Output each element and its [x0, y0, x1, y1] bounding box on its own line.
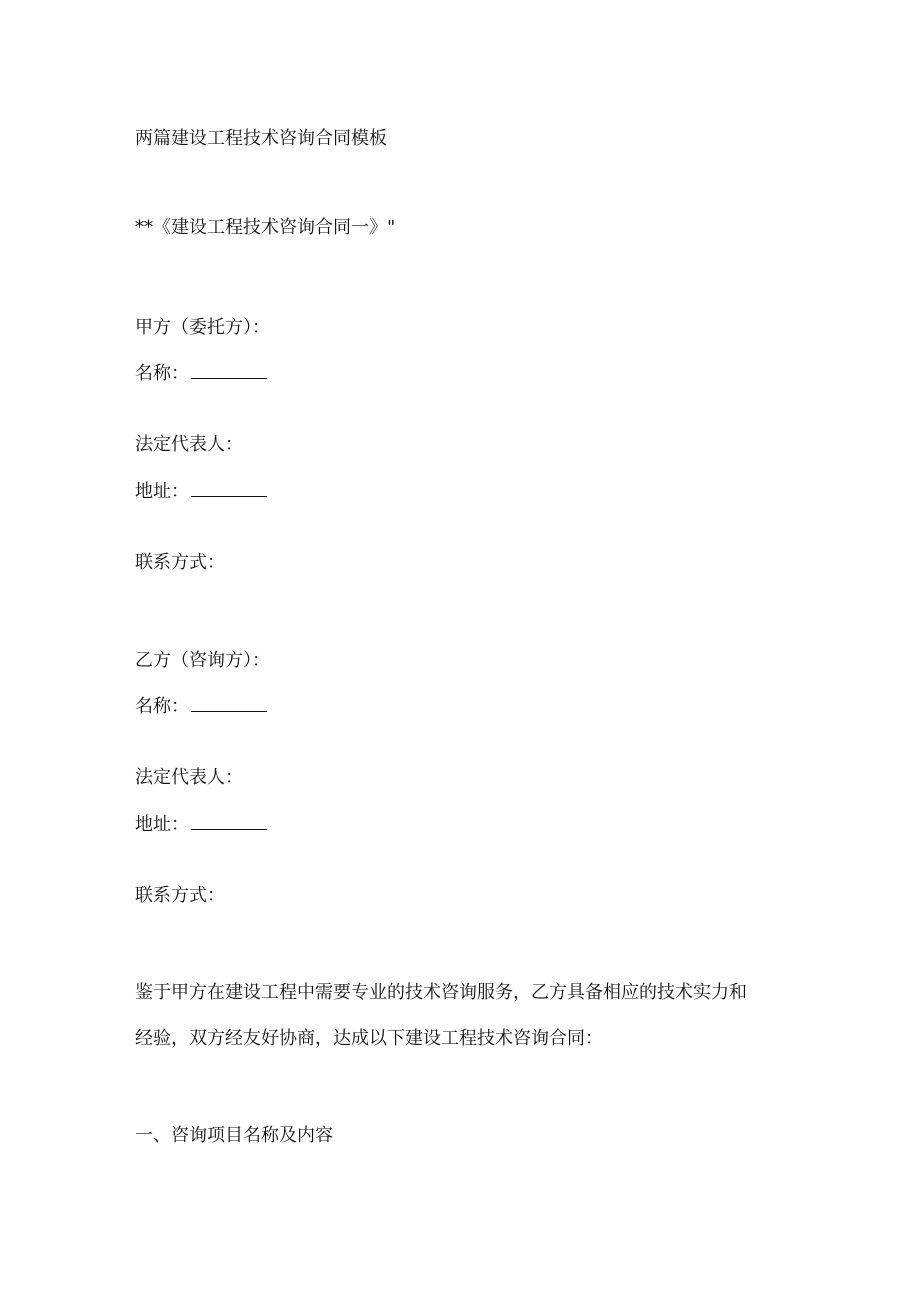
party-b-contact-label: 联系方式： [135, 885, 225, 906]
party-b-rep-label: 法定代表人： [135, 767, 243, 788]
party-b-name-label: 名称： [135, 696, 189, 717]
preamble-line-1: 鉴于甲方在建设工程中需要专业的技术咨询服务，乙方具备相应的技术实力和 [135, 982, 747, 1003]
preamble-line-2: 经验，双方经友好协商，达成以下建设工程技术咨询合同： [135, 1028, 603, 1049]
section-1-heading: 一、咨询项目名称及内容 [135, 1125, 333, 1146]
party-b-name-blank [191, 696, 267, 712]
contract-subtitle: **《建设工程技术咨询合同一》" [135, 217, 396, 238]
party-a-address-row [135, 480, 267, 504]
party-b-name-row [135, 695, 267, 719]
party-b-address-blank [191, 814, 267, 830]
party-a-contact-label: 联系方式： [135, 552, 225, 573]
party-a-rep-label: 法定代表人： [135, 434, 243, 455]
party-a-heading: 甲方（委托方）： [135, 317, 270, 338]
document-title: 两篇建设工程技术咨询合同模板 [135, 128, 387, 149]
party-b-address-label: 地址： [135, 814, 189, 835]
party-b-address-row [135, 813, 267, 837]
party-a-name-blank [191, 363, 267, 379]
party-a-name-label: 名称： [135, 363, 189, 384]
party-a-address-label: 地址： [135, 481, 189, 502]
party-a-name-row [135, 362, 267, 386]
party-b-heading: 乙方（咨询方）： [135, 650, 270, 671]
party-a-address-blank [191, 481, 267, 497]
